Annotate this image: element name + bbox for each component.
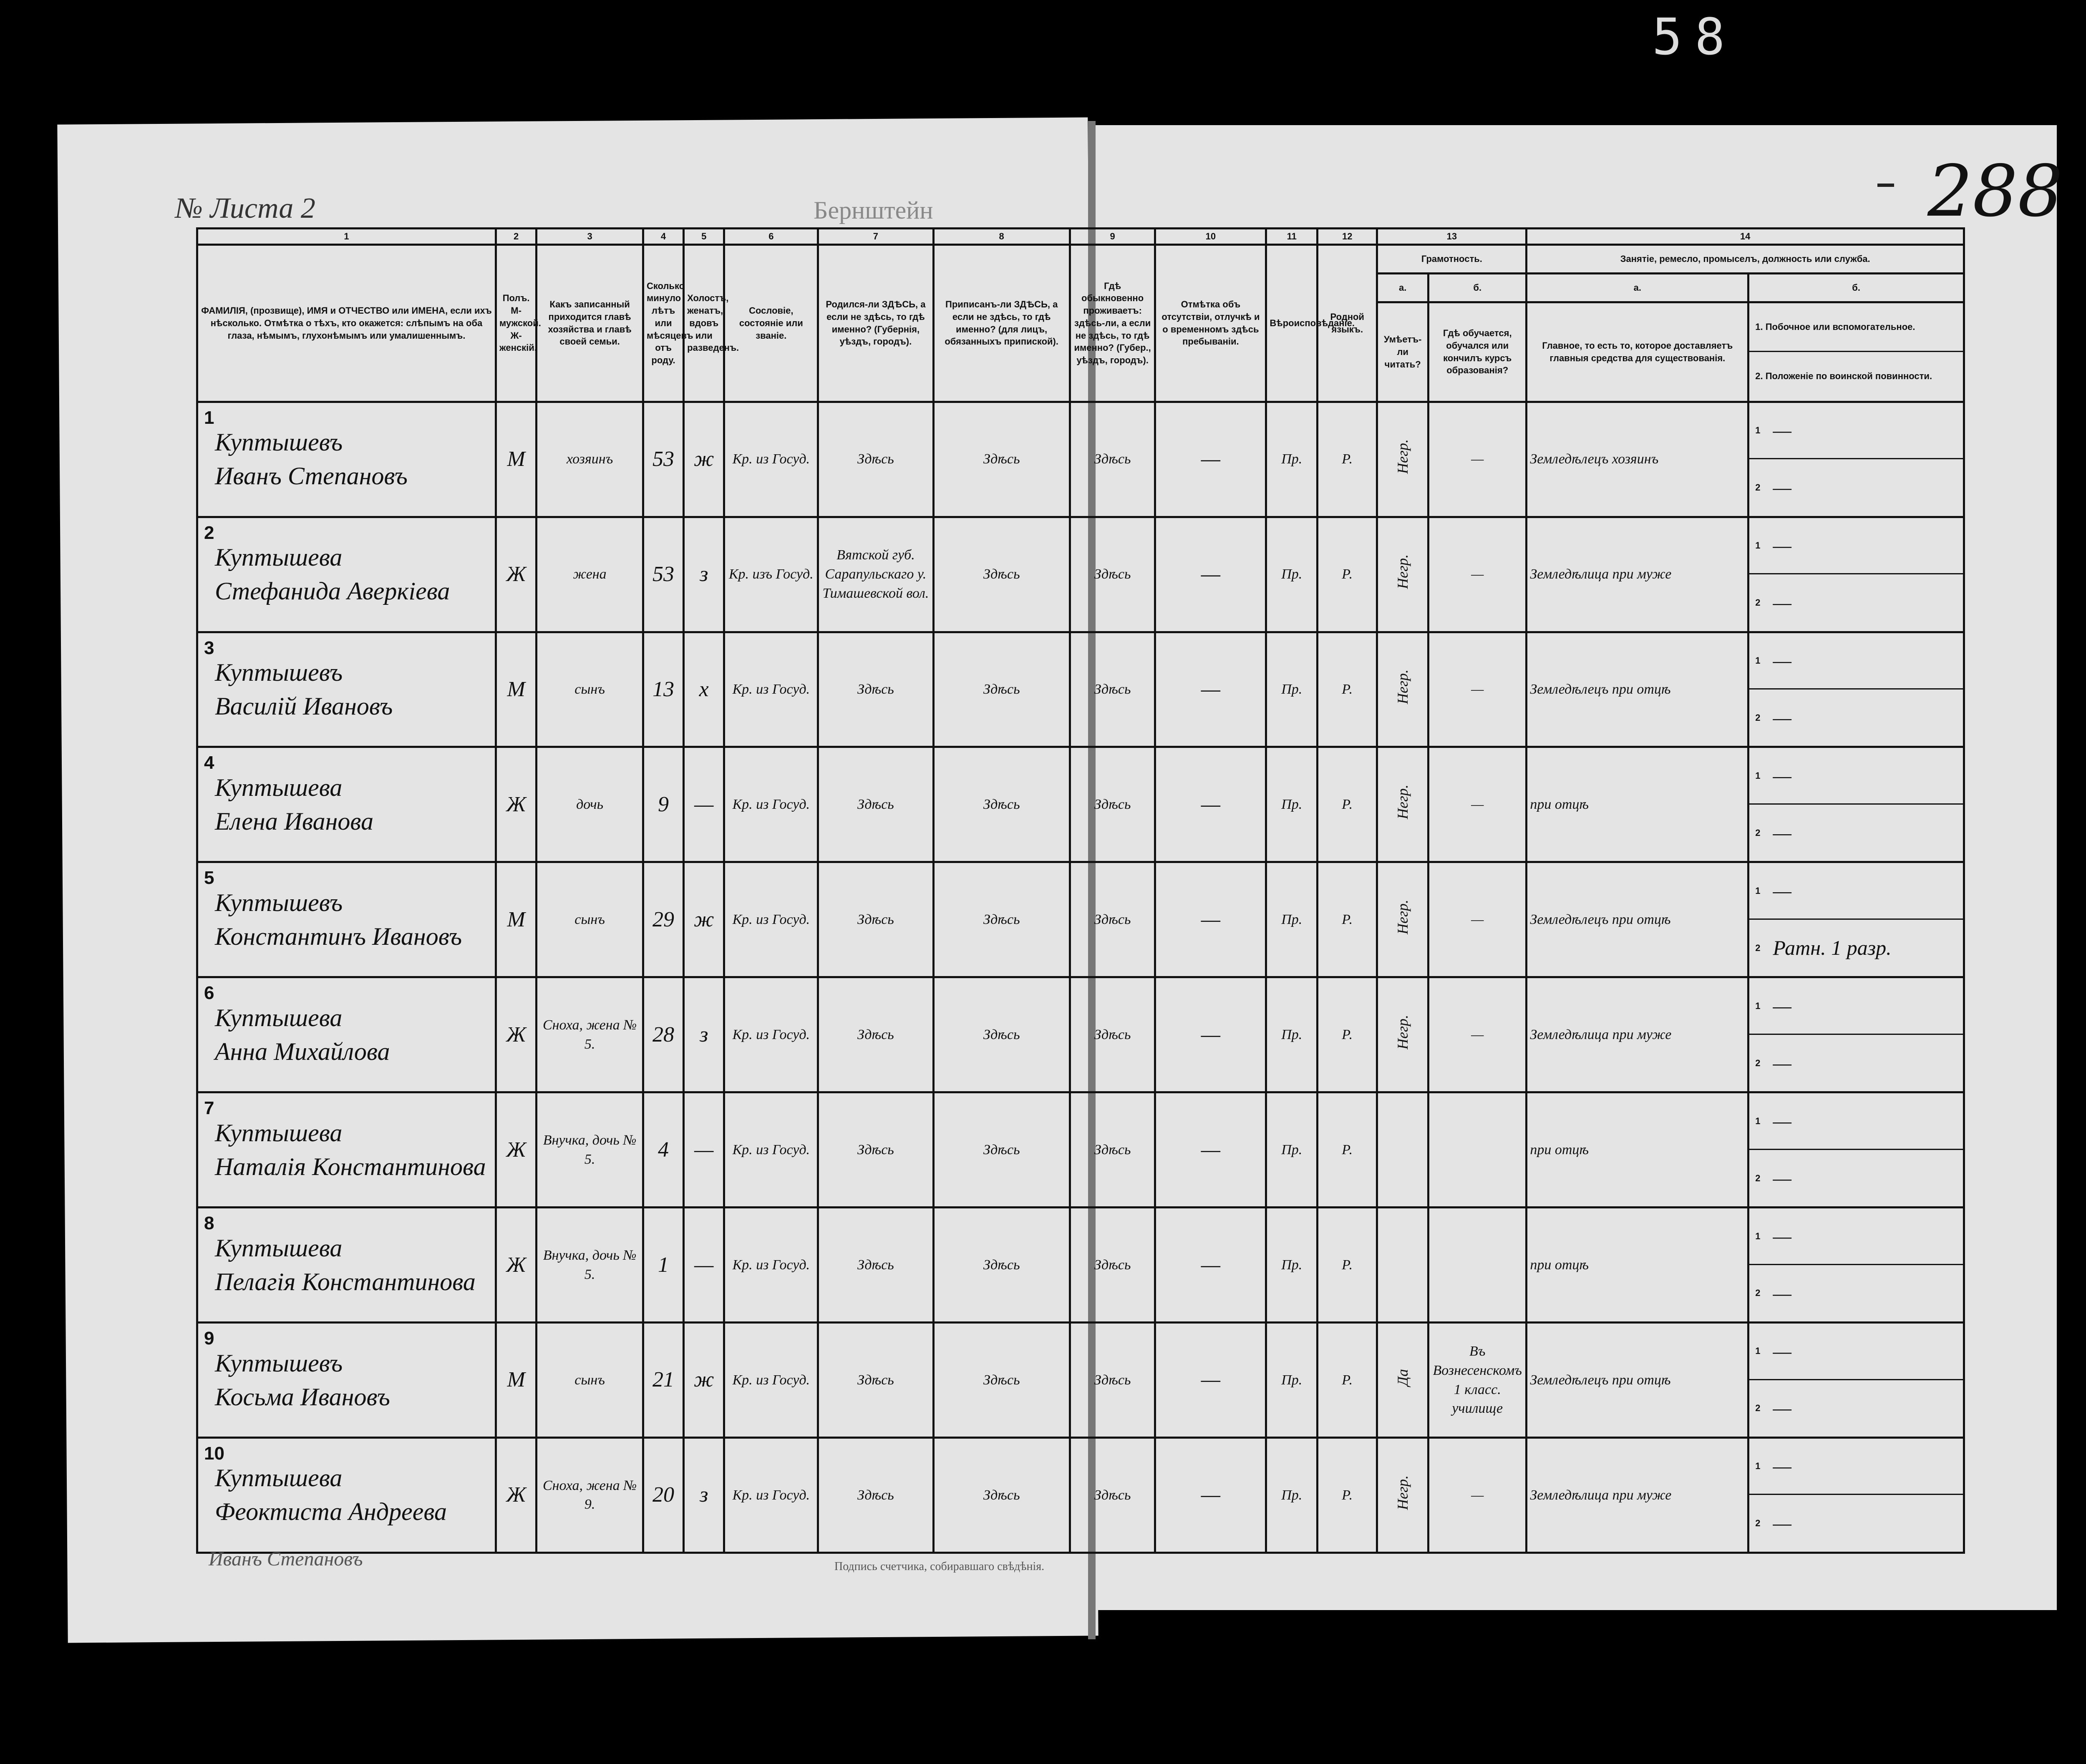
col-num-5: 5 [684,229,724,245]
given-name: Косьма Ивановъ [215,1383,390,1411]
marital-cell: з [684,517,724,632]
literacy-cell [1377,1092,1428,1208]
birthplace-cell: Здѣсь [818,632,933,747]
birthplace-cell: Здѣсь [818,747,933,862]
secondary-occupation-cell [1748,862,1964,977]
secondary-occupation: — [1773,763,1791,787]
age-cell: 29 [643,862,683,977]
religion-cell: Пр. [1266,632,1318,747]
table-row [197,977,1964,1092]
surname: Куптышевъ [215,658,343,686]
age-cell: 53 [643,402,683,517]
literacy-cell [1377,862,1428,977]
military-line: 2 — [1749,1150,1963,1206]
language-cell: Р. [1318,977,1377,1092]
header-military: 2. Положеніе по воинской повинности. [1755,371,1932,382]
secondary-occupation-line: 1 — [1749,863,1963,919]
literacy-cell [1377,977,1428,1092]
header-education-place: Гдѣ обучается, обучался или кончилъ курсъ образованія? [1428,302,1527,402]
given-name: Пелагія Константинова [215,1268,476,1296]
row-number: 8 [204,1213,214,1234]
literacy-cell [1377,1323,1428,1438]
religion-cell: Пр. [1266,402,1318,517]
relation-cell: Сноха, жена № 9. [537,1437,643,1553]
age-cell: 13 [643,632,683,747]
col-num-4: 4 [643,229,683,245]
military-line: 2 Ратн. 1 разр. [1749,920,1963,976]
age-cell: 53 [643,517,683,632]
military-status: — [1773,1051,1791,1075]
surname: Куптышева [215,1004,343,1032]
residence-cell: Здѣсь [1070,517,1155,632]
given-name: Анна Михайлова [215,1037,390,1065]
header-absence: Отмѣтка объ отсутствіи, отлучкѣ и о временномъ здѣсь пребываніи. [1155,244,1266,402]
col-num-2: 2 [496,229,537,245]
education-cell: — [1428,1437,1527,1553]
military-line: 2 — [1749,689,1963,746]
sex-cell: М [496,402,537,517]
residence-cell: Здѣсь [1070,1208,1155,1323]
literacy-cell [1377,1437,1428,1553]
military-line: 2 — [1749,1495,1963,1552]
military-line: 2 — [1749,1265,1963,1321]
secondary-occupation-cell [1748,1092,1964,1208]
row-number: 9 [204,1328,214,1349]
header-religion: Вѣроисповѣданіе. [1266,244,1318,402]
footer-note: Подпись счетчика, собиравшаго свѣдѣнія. [834,1560,1045,1573]
main-occupation-cell: Земледѣлецъ при отцѣ [1527,1323,1748,1438]
main-occupation-cell: Земледѣлица при муже [1527,1437,1748,1553]
residence-cell: Здѣсь [1070,747,1155,862]
row-number: 3 [204,637,214,658]
table-row [197,862,1964,977]
language-cell: Р. [1318,747,1377,862]
header-estate: Сословіе, состояніе или званіе. [724,244,818,402]
literacy-text: Негр. [1394,1014,1411,1049]
row-number: 10 [204,1443,224,1464]
estate-cell: Кр. из Госуд. [724,402,818,517]
literacy-cell [1377,747,1428,862]
person-name-cell [197,1323,496,1438]
page-number: 288 [1927,150,2063,233]
education-cell: — [1428,517,1527,632]
table-row [197,1092,1964,1208]
education-cell [1428,1208,1527,1323]
language-cell: Р. [1318,402,1377,517]
person-name-cell [197,402,496,517]
row-number: 7 [204,1098,214,1119]
given-name: Феоктиста Андреева [215,1498,447,1526]
surname: Куптышевъ [215,888,343,916]
registration-cell: Здѣсь [933,1323,1070,1438]
sex-cell: Ж [496,1092,537,1208]
given-name: Василій Ивановъ [215,692,393,720]
sex-cell: Ж [496,1437,537,1553]
birthplace-cell: Здѣсь [818,1092,933,1208]
religion-cell: Пр. [1266,862,1318,977]
header-occupation-b: б. [1748,273,1964,302]
header-age: Сколько минуло лѣтъ или мѣсяцевъ отъ роду. [643,244,683,402]
military-line: 2 — [1749,805,1963,861]
literacy-cell [1377,517,1428,632]
military-status: — [1773,1396,1791,1420]
birthplace-cell: Вятской губ. Сарапульскаго у. Тимашевской вол. [818,517,933,632]
registration-cell: Здѣсь [933,632,1070,747]
secondary-occupation-cell [1748,977,1964,1092]
row-number: 6 [204,983,214,1004]
military-line: 2 — [1749,1380,1963,1437]
main-occupation-cell: Земледѣлица при муже [1527,517,1748,632]
relation-cell: Сноха, жена № 5. [537,977,643,1092]
language-cell: Р. [1318,517,1377,632]
absence-cell: — [1155,1437,1266,1553]
header-main-occupation: Главное, то есть то, которое доставляетъ главныя средства для существованія. [1527,302,1748,402]
col-num-14: 14 [1527,229,1964,245]
header-language: Родной языкъ. [1318,244,1377,402]
footer-signature: Иванъ Степановъ [209,1548,363,1570]
estate-cell: Кр. из Госуд. [724,747,818,862]
absence-cell: — [1155,1208,1266,1323]
secondary-occupation-cell [1748,517,1964,632]
education-cell: — [1428,632,1527,747]
main-occupation-cell: Земледѣлица при муже [1527,977,1748,1092]
header-marital: Холостъ, женатъ, вдовъ или разведенъ. [684,244,724,402]
language-cell: Р. [1318,862,1377,977]
secondary-occupation-line: 1 — [1749,1439,1963,1495]
literacy-text: Негр. [1394,669,1411,705]
registration-cell: Здѣсь [933,747,1070,862]
relation-cell: хозяинъ [537,402,643,517]
religion-cell: Пр. [1266,977,1318,1092]
header-registration: Приписанъ-ли ЗДѢСЬ, а если не здѣсь, то гдѣ именно? (для лицъ, обязанныхъ припиской). [933,244,1070,402]
literacy-text: Да [1394,1369,1411,1386]
relation-cell: дочь [537,747,643,862]
secondary-occupation: — [1773,1454,1791,1478]
estate-cell: Кр. из Госуд. [724,632,818,747]
military-status: — [1773,591,1791,614]
secondary-occupation: — [1773,533,1791,557]
col-num-11: 11 [1266,229,1318,245]
absence-cell: — [1155,747,1266,862]
absence-cell: — [1155,517,1266,632]
military-status: — [1773,1281,1791,1305]
surname: Куптышева [215,773,343,801]
row-number: 5 [204,868,214,888]
marital-cell: ж [684,862,724,977]
secondary-occupation: — [1773,418,1791,442]
estate-cell: Кр. из Госуд. [724,1437,818,1553]
language-cell: Р. [1318,1437,1377,1553]
marital-cell: х [684,632,724,747]
header-literacy-b: б. [1428,273,1527,302]
sex-cell: Ж [496,977,537,1092]
header-secondary-occupation [1748,302,1964,402]
header-literacy: Грамотность. [1377,244,1527,273]
secondary-occupation-line: 1 — [1749,978,1963,1034]
religion-cell: Пр. [1266,517,1318,632]
surname: Куптышева [215,1464,343,1492]
estate-cell: Кр. из Госуд. [724,977,818,1092]
page-number-dash [1877,184,1894,187]
person-name-cell [197,862,496,977]
row-number: 1 [204,407,214,428]
header-secondary: 1. Побочное или вспомогательное. [1749,303,1963,352]
language-cell: Р. [1318,632,1377,747]
secondary-occupation-line: 1 — [1749,1324,1963,1380]
residence-cell: Здѣсь [1070,1437,1155,1553]
registration-cell: Здѣсь [933,1208,1070,1323]
table-row [197,517,1964,632]
secondary-occupation: — [1773,649,1791,672]
relation-cell: сынъ [537,1323,643,1438]
surname: Куптышева [215,1119,343,1147]
absence-cell: — [1155,632,1266,747]
birthplace-cell: Здѣсь [818,1208,933,1323]
residence-cell: Здѣсь [1070,1323,1155,1438]
estate-cell: Кр. изъ Госуд. [724,517,818,632]
military-status: Ратн. 1 разр. [1773,936,1892,959]
registration-cell: Здѣсь [933,517,1070,632]
relation-cell: сынъ [537,632,643,747]
military-status: — [1773,820,1791,844]
marital-cell: з [684,977,724,1092]
surname: Куптышева [215,544,343,571]
education-cell: — [1428,402,1527,517]
religion-cell: Пр. [1266,1208,1318,1323]
person-name-cell [197,517,496,632]
sheet-label: № Листа 2 [175,192,315,224]
birthplace-cell: Здѣсь [818,1437,933,1553]
secondary-occupation: — [1773,1109,1791,1132]
row-number: 2 [204,522,214,543]
column-number-row [197,229,1964,245]
sex-cell: М [496,1323,537,1438]
given-name: Стефанида Аверкіева [215,577,450,605]
main-occupation-cell: при отцѣ [1527,747,1748,862]
marital-cell: — [684,1208,724,1323]
military-status: — [1773,1166,1791,1190]
person-name-cell [197,1092,496,1208]
col-num-7: 7 [818,229,933,245]
table-row [197,1437,1964,1553]
registration-cell: Здѣсь [933,862,1070,977]
given-name: Иванъ Степановъ [215,462,408,490]
relation-cell: сынъ [537,862,643,977]
literacy-cell [1377,1208,1428,1323]
main-occupation-cell: Земледѣлецъ хозяинъ [1527,402,1748,517]
header-sex: Полъ. М-мужской. Ж-женскій. [496,244,537,402]
language-cell: Р. [1318,1323,1377,1438]
person-name-cell [197,977,496,1092]
literacy-cell [1377,632,1428,747]
birthplace-cell: Здѣсь [818,977,933,1092]
secondary-occupation: — [1773,1339,1791,1363]
language-cell: Р. [1318,1092,1377,1208]
age-cell: 9 [643,747,683,862]
registration-cell: Здѣсь [933,977,1070,1092]
col-num-12: 12 [1318,229,1377,245]
marital-cell: ж [684,402,724,517]
education-cell: — [1428,862,1527,977]
secondary-occupation: — [1773,994,1791,1017]
age-cell: 1 [643,1208,683,1323]
education-cell: — [1428,747,1527,862]
given-name: Наталія Константинова [215,1153,486,1180]
military-status: — [1773,476,1791,499]
marital-cell: — [684,747,724,862]
main-occupation-cell: Земледѣлецъ при отцѣ [1527,632,1748,747]
age-cell: 4 [643,1092,683,1208]
secondary-occupation-line: 1 — [1749,633,1963,689]
registration-cell: Здѣсь [933,402,1070,517]
absence-cell: — [1155,1323,1266,1438]
estate-cell: Кр. из Госуд. [724,1208,818,1323]
residence-cell: Здѣсь [1070,402,1155,517]
col-num-6: 6 [724,229,818,245]
secondary-occupation-cell [1748,747,1964,862]
secondary-occupation-cell [1748,1437,1964,1553]
relation-cell: Внучка, дочь № 5. [537,1092,643,1208]
secondary-occupation-line: 1 — [1749,1093,1963,1150]
age-cell: 20 [643,1437,683,1553]
estate-cell: Кр. из Госуд. [724,1092,818,1208]
secondary-occupation-line: 1 — [1749,1208,1963,1265]
archive-stamp: Бернштейн [814,196,933,224]
residence-cell: Здѣсь [1070,632,1155,747]
relation-cell: жена [537,517,643,632]
religion-cell: Пр. [1266,747,1318,862]
header-can-read: Умѣетъ-ли читать? [1377,302,1428,402]
birthplace-cell: Здѣсь [818,862,933,977]
col-num-1: 1 [197,229,496,245]
person-name-cell [197,1208,496,1323]
literacy-text: Негр. [1394,784,1411,819]
religion-cell: Пр. [1266,1437,1318,1553]
residence-cell: Здѣсь [1070,977,1155,1092]
marital-cell: — [684,1092,724,1208]
surname: Куптышева [215,1234,343,1262]
secondary-occupation-line: 1 — [1749,748,1963,804]
age-cell: 21 [643,1323,683,1438]
military-status: — [1773,1511,1791,1535]
estate-cell: Кр. из Госуд. [724,862,818,977]
secondary-occupation: — [1773,1224,1791,1248]
education-cell: — [1428,977,1527,1092]
surname: Куптышевъ [215,1349,343,1377]
literacy-text: Негр. [1394,1475,1411,1510]
main-occupation-cell: при отцѣ [1527,1092,1748,1208]
marital-cell: з [684,1437,724,1553]
row-number: 4 [204,752,214,773]
birthplace-cell: Здѣсь [818,402,933,517]
person-name-cell [197,747,496,862]
col-num-9: 9 [1070,229,1155,245]
sex-cell: Ж [496,747,537,862]
marital-cell: ж [684,1323,724,1438]
secondary-occupation-line: 1 — [1749,518,1963,574]
estate-cell: Кр. из Госуд. [724,1323,818,1438]
language-cell: Р. [1318,1208,1377,1323]
main-occupation-cell: при отцѣ [1527,1208,1748,1323]
table-row [197,1323,1964,1438]
person-name-cell [197,1437,496,1553]
military-line: 2 — [1749,1035,1963,1091]
header-occupation-a: а. [1527,273,1748,302]
sex-cell: М [496,632,537,747]
secondary-occupation: — [1773,878,1791,902]
military-status: — [1773,705,1791,729]
absence-cell: — [1155,402,1266,517]
secondary-occupation-line: 1 — [1749,403,1963,459]
absence-cell: — [1155,1092,1266,1208]
literacy-text: Негр. [1394,899,1411,934]
census-table [196,227,1965,1554]
table-row [197,747,1964,862]
sex-cell: М [496,862,537,977]
scan-number: 58 [1652,8,1738,66]
table-row [197,1208,1964,1323]
religion-cell: Пр. [1266,1323,1318,1438]
header-literacy-a: а. [1377,273,1428,302]
absence-cell: — [1155,862,1266,977]
col-num-13: 13 [1377,229,1527,245]
military-line: 2 — [1749,574,1963,631]
col-num-8: 8 [933,229,1070,245]
header-occupation: Занятіе, ремесло, промыселъ, должность или служба. [1527,244,1964,273]
sex-cell: Ж [496,517,537,632]
residence-cell: Здѣсь [1070,862,1155,977]
literacy-text: Негр. [1394,439,1411,474]
relation-cell: Внучка, дочь № 5. [537,1208,643,1323]
table-row [197,632,1964,747]
main-occupation-cell: Земледѣлецъ при отцѣ [1527,862,1748,977]
given-name: Константинъ Ивановъ [215,922,462,950]
header-row [197,244,1964,273]
birthplace-cell: Здѣсь [818,1323,933,1438]
given-name: Елена Иванова [215,807,374,835]
surname: Куптышевъ [215,428,343,456]
person-name-cell [197,632,496,747]
sex-cell: Ж [496,1208,537,1323]
header-name: ФАМИЛІЯ, (прозвище), ИМЯ и ОТЧЕСТВО или ИМЕНА, если ихъ нѣсколько. Отмѣтка о тѣхъ, кто окажется: слѣпымъ на оба глаза, нѣмымъ, глухонѣмымъ или умалишеннымъ. [197,244,496,402]
table-row [197,402,1964,517]
registration-cell: Здѣсь [933,1092,1070,1208]
secondary-occupation-cell [1748,632,1964,747]
age-cell: 28 [643,977,683,1092]
literacy-text: Негр. [1394,554,1411,589]
col-num-10: 10 [1155,229,1266,245]
absence-cell: — [1155,977,1266,1092]
secondary-occupation-cell [1748,402,1964,517]
education-cell: Въ Вознесенскомъ 1 класс. училище [1428,1323,1527,1438]
literacy-cell [1377,402,1428,517]
secondary-occupation-cell [1748,1323,1964,1438]
registration-cell: Здѣсь [933,1437,1070,1553]
col-num-3: 3 [537,229,643,245]
header-residence: Гдѣ обыкновенно проживаетъ: здѣсь-ли, а если не здѣсь, то гдѣ именно? (Губер., уѣздъ, городъ). [1070,244,1155,402]
header-relation: Какъ записанный приходится главѣ хозяйства и главѣ своей семьи. [537,244,643,402]
military-line: 2 — [1749,459,1963,516]
religion-cell: Пр. [1266,1092,1318,1208]
secondary-occupation-cell [1748,1208,1964,1323]
residence-cell: Здѣсь [1070,1092,1155,1208]
header-birthplace: Родился-ли ЗДѢСЬ, а если не здѣсь, то гдѣ именно? (Губернія, уѣздъ, городъ). [818,244,933,402]
education-cell [1428,1092,1527,1208]
